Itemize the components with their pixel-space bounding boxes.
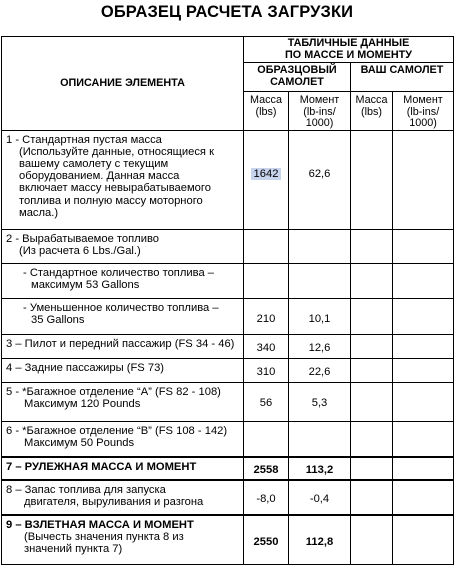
mass-header-line: Масса [355,94,388,106]
row-text-line: 5 - *Багажное отделение “А” (FS 82 - 108) [6,385,221,398]
description-header [2,37,244,131]
table-row [2,130,454,229]
moment-header-line: 1000) [305,117,334,129]
row-text-block [6,531,241,555]
your-moment-cell[interactable] [393,421,454,457]
sample-moment-cell [289,263,351,298]
sample-moment-cell [289,229,351,263]
your-moment-cell[interactable] [393,263,454,298]
row-description [2,421,244,457]
row-text-line: (Используйте данные, относящиеся к [19,145,214,158]
row-description [2,130,244,229]
your-mass-cell[interactable] [351,480,393,515]
row-text-line: Максимум 120 Pounds [24,397,141,410]
row-description [2,334,244,358]
table-row [2,229,454,263]
sample-mass-cell: 210 [244,298,289,334]
your-moment-cell[interactable] [393,515,454,564]
row-text-line: Максимум 50 Pounds [24,436,135,449]
row-text-line: оборудованием. Данная масса [19,170,180,183]
row-text-line: 35 Gallons [31,313,85,326]
row-text-line: двигателя, выруливания и разгона [24,496,204,509]
moment-header-line: 1000) [409,117,437,129]
your-moment-cell[interactable] [393,229,454,263]
sample-mass-cell: -8,0 [244,480,289,515]
your-mass-cell[interactable] [351,457,393,480]
your-mass-cell[interactable] [351,382,393,421]
row-description [2,298,244,334]
your-moment-cell[interactable] [393,480,454,515]
your-moment-cell[interactable] [393,382,454,421]
row-description [2,457,244,480]
sample-moment-cell: 62,6 [289,130,351,229]
your-moment-header [393,92,454,131]
sample-mass-cell [244,421,289,457]
row-text-block [6,146,241,219]
sample-moment-cell: -0,4 [289,480,351,515]
row-text-line: 4 – Задние пассажиры (FS 73) [6,361,165,374]
sample-mass-cell: 56 [244,382,289,421]
your-moment-cell[interactable] [393,457,454,480]
sample-mass-cell [244,229,289,263]
your-mass-cell[interactable] [351,515,393,564]
your-moment-cell[interactable] [393,358,454,382]
table-row [2,358,454,382]
table-row [2,334,454,358]
table-row [2,382,454,421]
sample-moment-header [289,92,351,131]
sample-mass-header [244,92,289,131]
row-description [2,229,244,263]
row-description [2,358,244,382]
your-mass-cell[interactable] [351,358,393,382]
your-mass-cell[interactable] [351,130,393,229]
row-text-line: 7 – РУЛЕЖНАЯ МАССА И МОМЕНТ [6,461,197,473]
row-text-line: (Вычесть значения пункта 8 из [24,531,184,544]
row-text-line: включает массу невырабатываемого [19,182,211,195]
mass-header-line: (lbs) [361,105,382,118]
sample-moment-cell [289,421,351,457]
sample-moment-cell: 10,1 [289,298,351,334]
moment-header-line: Момент [299,94,340,106]
your-mass-cell[interactable] [351,334,393,358]
table-row [2,263,454,298]
selected-value[interactable]: 1642 [251,168,282,180]
your-moment-cell[interactable] [393,334,454,358]
row-text-line: 6 - *Багажное отделение “В” (FS 108 - 142) [6,424,228,437]
row-text-line: значений пункта 7) [24,543,123,556]
sample-mass-cell: 2550 [244,515,289,564]
sample-aircraft-header [244,63,351,92]
page-title: ОБРАЗЕЦ РАСЧЕТА ЗАГРУЗКИ [100,3,354,21]
row-text-line: 1 - Стандартная пустая масса [6,133,162,146]
table-data-header [244,37,454,63]
row-text-line: 3 – Пилот и передний пассажир (FS 34 - 46) [6,337,235,350]
sample-moment-cell: 112,8 [289,515,351,564]
row-text-line: - Стандартное количество топлива – [23,266,215,279]
row-text-line: - Уменьшенное количество топлива – [23,301,219,314]
your-aircraft-header-line: ВАШ САМОЛЕТ [360,64,444,76]
your-mass-header [351,92,393,131]
row-text-line: (Из расчета 6 Lbs./Gal.) [19,244,141,257]
your-mass-cell[interactable] [351,298,393,334]
table-data-header-line: ПО МАССЕ И МОМЕНТУ [285,48,412,61]
row-text-line: вашему самолету с текущим [19,157,169,170]
sample-mass-cell: 340 [244,334,289,358]
moment-header-line: Момент [403,94,443,106]
table-data-header-line: ТАБЛИЧНЫЕ ДАННЫЕ [287,37,410,49]
row-text-line: масла.) [19,206,59,219]
sample-mass-cell: 310 [244,358,289,382]
your-mass-cell[interactable] [351,263,393,298]
row-description [2,480,244,515]
table-row [2,298,454,334]
sample-moment-cell: 22,6 [289,358,351,382]
loading-calculation-table [1,36,454,565]
row-text-line: 2 - Вырабатываемое топливо [6,232,160,245]
row-description [2,263,244,298]
sample-aircraft-header-line: ОБРАЗЦОВЫЙ [257,64,337,76]
description-header-label: ОПИСАНИЕ ЭЛЕМЕНТА [60,77,185,90]
your-moment-cell[interactable] [393,130,454,229]
sample-mass-cell [244,263,289,298]
sample-aircraft-header-line: САМОЛЕТ [270,75,324,88]
table-row [2,457,454,480]
sample-moment-cell: 12,6 [289,334,351,358]
your-mass-cell[interactable] [351,421,393,457]
row-text-line: топлива и полную массу моторного [19,194,203,207]
moment-header-line: (lb-ins/ [406,105,440,118]
moment-header-line: (lb-ins/ [303,105,336,118]
row-text-line: 9 – ВЗЛЕТНАЯ МАССА И МОМЕНТ [6,519,194,531]
sample-moment-cell: 113,2 [289,457,351,480]
table-row [2,480,454,515]
row-text-line: максимум 53 Gallons [31,278,140,291]
mass-header-line: (lbs) [255,105,277,118]
row-text-line: 8 – Запас топлива для запуска [6,484,166,496]
mass-header-line: Масса [250,94,282,106]
sample-mass-cell: 2558 [244,457,289,480]
row-description [2,515,244,564]
sample-moment-cell: 5,3 [289,382,351,421]
row-description [2,382,244,421]
sample-mass-cell [244,130,289,229]
table-row [2,515,454,564]
your-moment-cell[interactable] [393,298,454,334]
your-aircraft-header [351,63,454,92]
your-mass-cell[interactable] [351,229,393,263]
table-row [2,421,454,457]
